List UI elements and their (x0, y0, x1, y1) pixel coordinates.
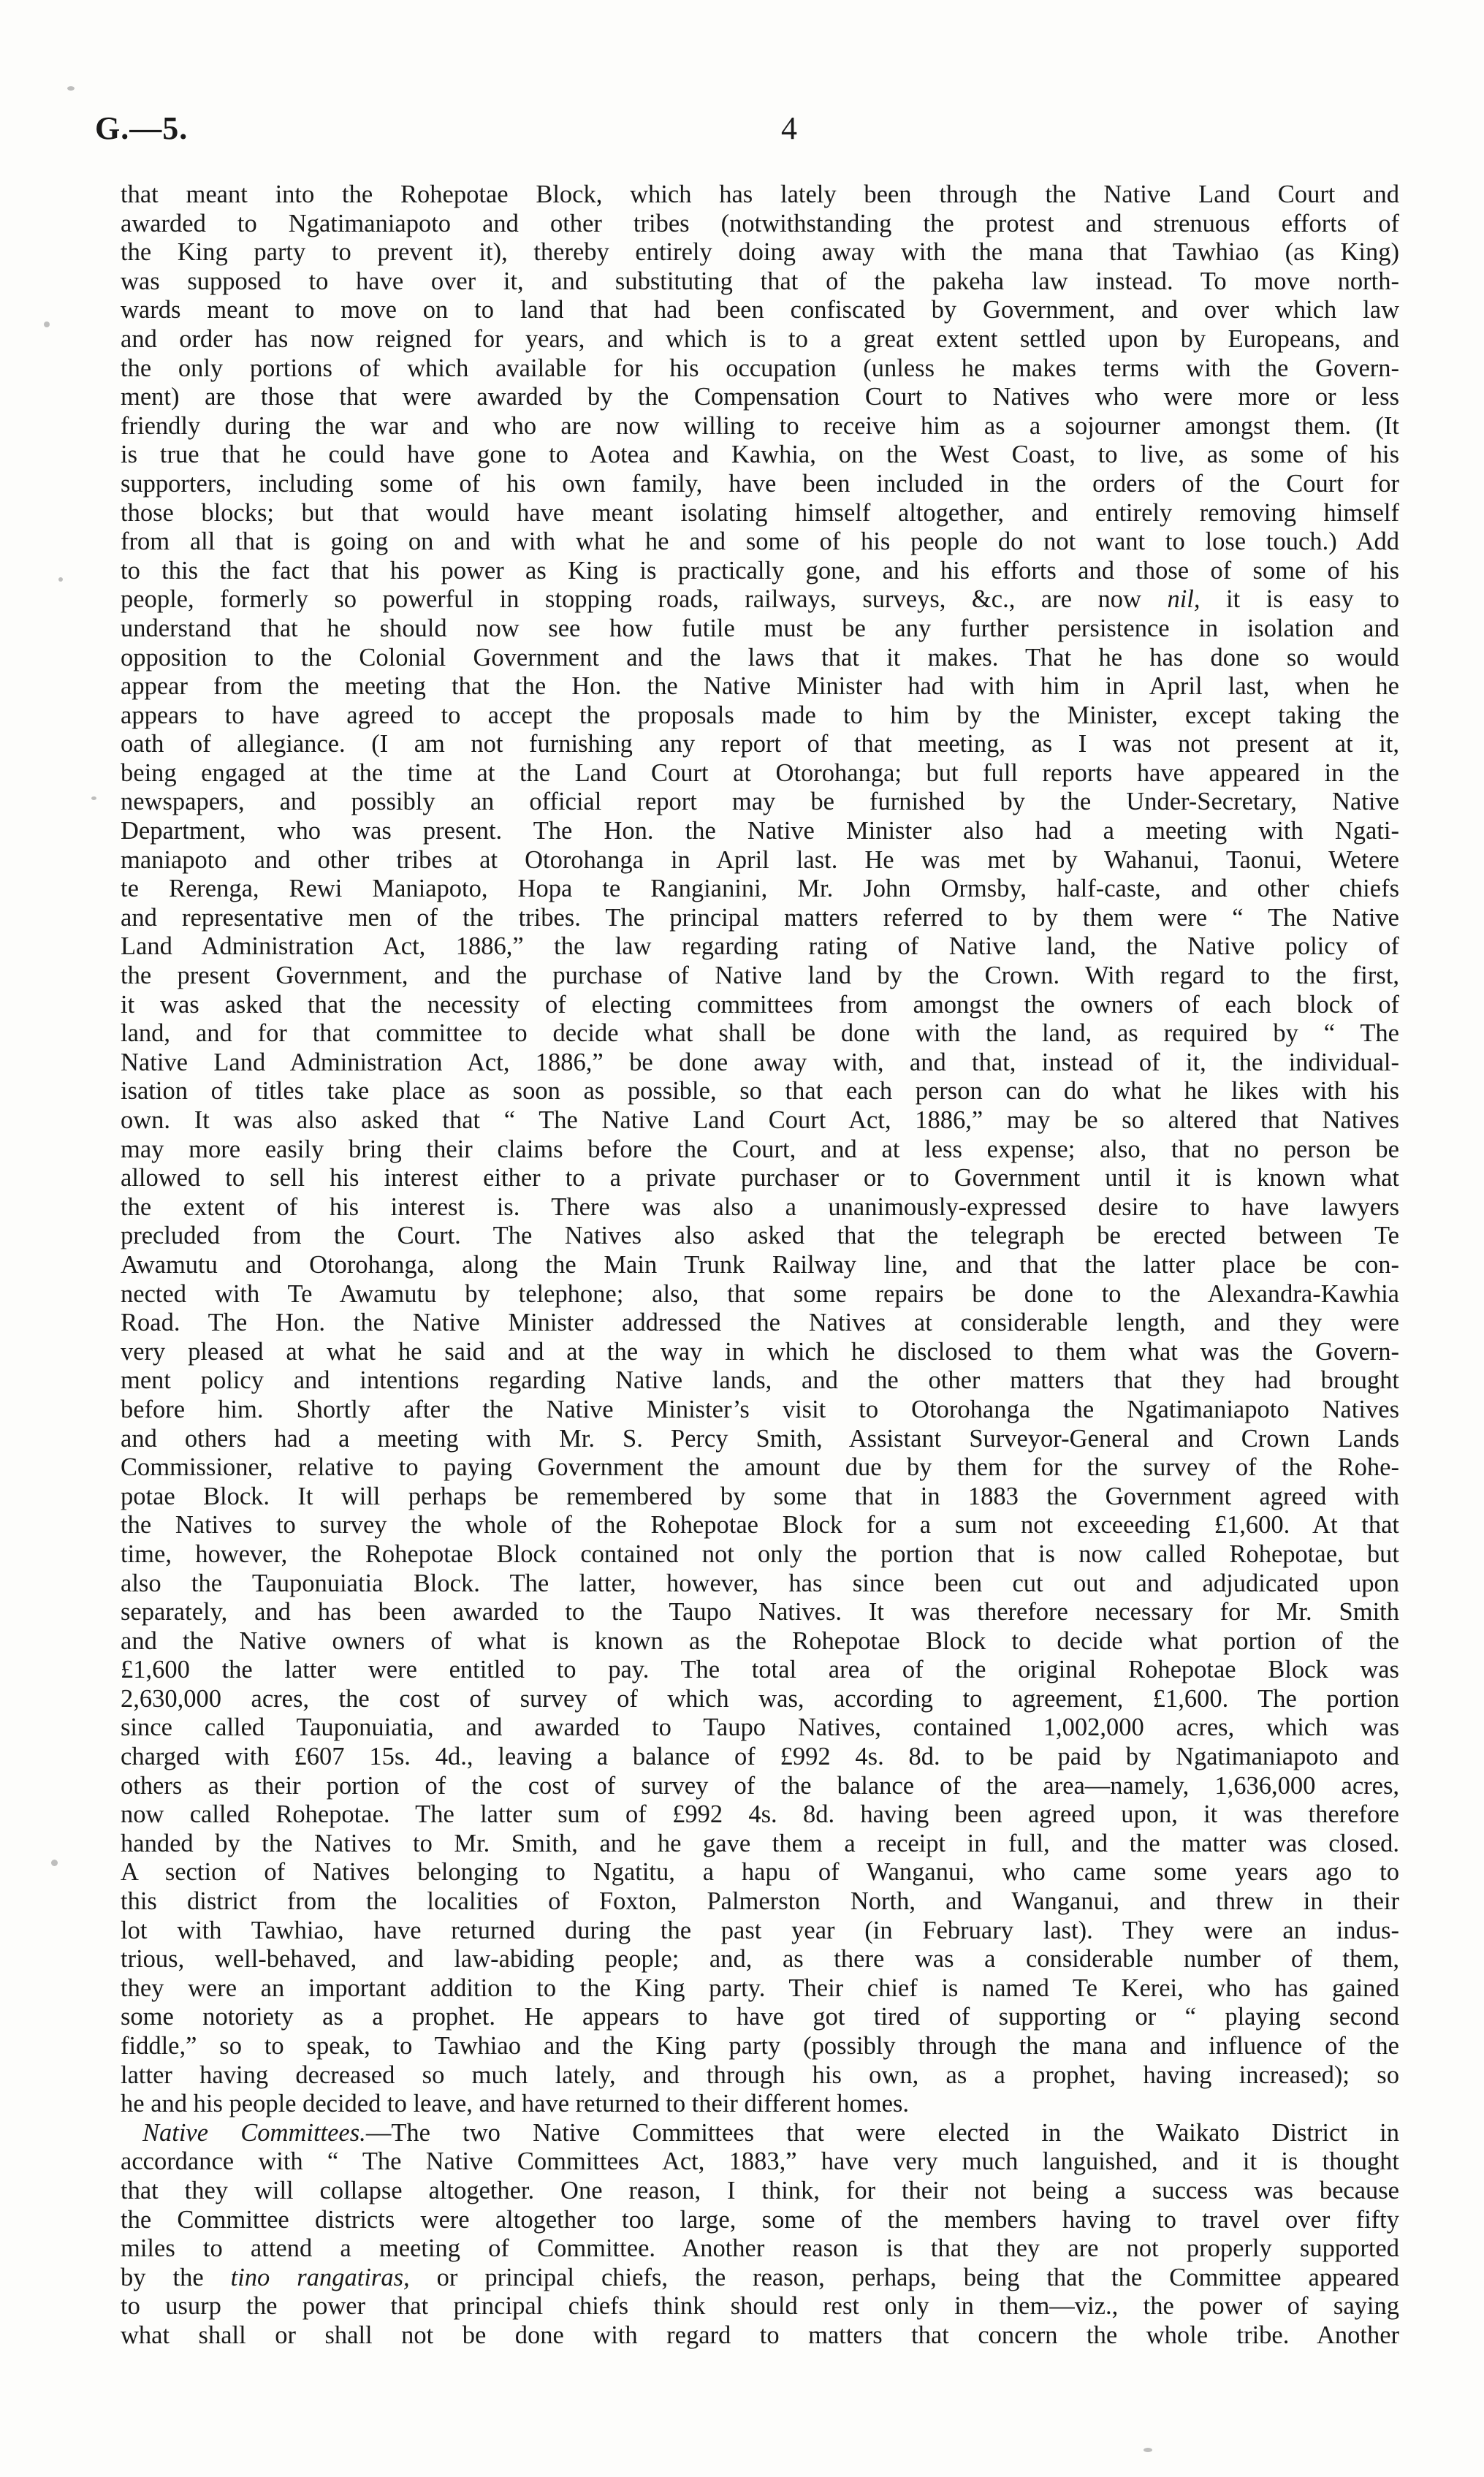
text-line: this district from the localities of Foxton, Palmerston North, and Wanganui, and threw in their (121, 1887, 1399, 1916)
text-line: also the Tauponuiatia Block. The latter, however, has since been cut out and adjudicated upon (121, 1569, 1399, 1597)
text-line: Land Administration Act, 1886,” the law regarding rating of Native land, the Native policy of (121, 932, 1399, 961)
text-line: latter having decreased so much lately, and through his own, as a prophet, having increased); so (121, 2061, 1399, 2089)
paper-speck (67, 86, 75, 91)
text-line: was supposed to have over it, and substituting that of the pakeha law instead. To move north- (121, 267, 1399, 295)
text-line: others as their portion of the cost of survey of the balance of the area—namely, 1,636,000 acres, (121, 1771, 1399, 1800)
document-reference: G.—5. (95, 110, 189, 146)
text-line: Awamutu and Otorohanga, along the Main Trunk Railway line, and that the latter place be con- (121, 1250, 1399, 1279)
text-line: is true that he could have gone to Aotea and Kawhia, on the West Coast, to live, as some of his (121, 441, 1399, 469)
text-line: oath of allegiance. (I am not furnishing any report of that meeting, as I was not present at it, (121, 730, 1399, 758)
text-line: the King party to prevent it), thereby entirely doing away with the mana that Tawhiao (as King) (121, 238, 1399, 267)
text-line: lot with Tawhiao, have returned during the past year (in February last). They were an indus- (121, 1916, 1399, 1944)
text-line: the Natives to survey the whole of the Rohepotae Block for a sum not exceeeding £1,600. At that (121, 1511, 1399, 1540)
text-line: it was asked that the necessity of electing committees from amongst the owners of each block of (121, 990, 1399, 1019)
text-line: they were an important addition to the King party. Their chief is named Te Kerei, who has gained (121, 1974, 1399, 2002)
text-line: ment policy and intentions regarding Native lands, and the other matters that they had brought (121, 1366, 1399, 1395)
text-line: he and his people decided to leave, and have returned to their different homes. (121, 2090, 910, 2118)
text-line: trious, well-behaved, and law-abiding people; and, as there was a considerable number of them, (121, 1945, 1399, 1974)
text-line: potae Block. It will perhaps be remembered by some that in 1883 the Government agreed with (121, 1482, 1399, 1510)
text-line: 2,630,000 acres, the cost of survey of which was, according to agreement, £1,600. The portion (121, 1684, 1399, 1713)
text-line: to this the fact that his power as King is practically gone, and his efforts and those of some of his (121, 556, 1399, 585)
text-line: own. It was also asked that “ The Native Land Court Act, 1886,” may be so altered that Natives (121, 1106, 1399, 1134)
paper-speck (58, 577, 63, 582)
paragraph-committees (121, 2147, 1399, 2263)
text-line: the Committee districts were altogether too large, some of the members having to travel over fifty (121, 2205, 1399, 2234)
text-line: te Rerenga, Rewi Maniapoto, Hopa te Rangianini, Mr. John Ormsby, half-caste, and other chiefs (121, 875, 1399, 903)
text-line: isation of titles take place as soon as possible, so that each person can do what he likes with his (121, 1077, 1399, 1106)
text-line: friendly during the war and who are now willing to receive him as a sojourner amongst them. (It (121, 411, 1399, 440)
paragraph-committees-continued (121, 2292, 1399, 2350)
text-line: what shall or shall not be done with regard to matters that concern the whole tribe. Another (121, 2321, 1399, 2349)
text-line: Road. The Hon. the Native Minister addressed the Natives at considerable length, and they were (121, 1309, 1399, 1337)
section-heading: Native Committees. (142, 2118, 366, 2147)
text-line: since called Tauponuiatia, and awarded to Taupo Natives, contained 1,002,000 acres, which was (121, 1713, 1399, 1742)
text-line: maniapoto and other tribes at Otorohanga in April last. He was met by Wahanui, Taonui, Wetere (121, 845, 1399, 874)
section-heading-line: Native Committees.—The two Native Committees that were elected in the Waikato District in (142, 2118, 1399, 2147)
text-line: may more easily bring their claims before the Court, and at less expense; also, that no person be (121, 1135, 1399, 1163)
text-line: miles to attend a meeting of Committee. Another reason is that they are not properly supported (121, 2234, 1399, 2263)
text-line: by the tino rangatiras, or principal chiefs, the reason, perhaps, being that the Committee appeared (121, 2263, 1399, 2291)
text-line: Department, who was present. The Hon. the Native Minister also had a meeting with Ngati- (121, 817, 1399, 845)
text-line: wards meant to move on to land that had been confiscated by Government, and over which law (121, 296, 1399, 324)
page-number: 4 (781, 110, 797, 146)
text-line: allowed to sell his interest either to a private purchaser or to Government until it is known what (121, 1164, 1399, 1192)
text-line: those blocks; but that would have meant isolating himself altogether, and entirely removing himself (121, 498, 1399, 527)
text-line: the extent of his interest is. There was also a unanimously-expressed desire to have lawyers (121, 1192, 1399, 1221)
text-line: that meant into the Rohepotae Block, which has lately been through the Native Land Court and (121, 180, 1399, 208)
text-line: Commissioner, relative to paying Government the amount due by them for the survey of the Rohe- (121, 1453, 1399, 1482)
text-line: from all that is going on and with what he and some of his people do not want to lose touch.) Add (121, 528, 1399, 556)
text-line: awarded to Ngatimaniapoto and other tribes (notwithstanding the protest and strenuous efforts of (121, 209, 1399, 237)
text-line: Native Land Administration Act, 1886,” be done away with, and that, instead of it, the individual- (121, 1048, 1399, 1076)
text-line: time, however, the Rohepotae Block contained not only the portion that is now called Rohepotae, but (121, 1540, 1399, 1568)
text-line: land, and for that committee to decide what shall be done with the land, as required by “ The (121, 1019, 1399, 1048)
text-line: £1,600 the latter were entitled to pay. The total area of the original Rohepotae Block was (121, 1656, 1399, 1684)
text-line: precluded from the Court. The Natives also asked that the telegraph be erected between Te (121, 1222, 1399, 1250)
text-line: understand that he should now see how futile must be any further persistence in isolation and (121, 614, 1399, 642)
text-line: some notoriety as a prophet. He appears to have got tired of supporting or “ playing second (121, 2003, 1399, 2031)
text-line: now called Rohepotae. The latter sum of £992 4s. 8d. having been agreed upon, it was therefore (121, 1800, 1399, 1829)
italic-word: nil, (1167, 585, 1200, 614)
text-line: charged with £607 15s. 4d., leaving a balance of £992 4s. 8d. to be paid by Ngatimaniapoto and (121, 1743, 1399, 1771)
paragraph-main (121, 180, 1399, 585)
text-line: and representative men of the tribes. The principal matters referred to by them were “ The Native (121, 903, 1399, 932)
body-text (121, 180, 1399, 2351)
text-line: to usurp the power that principal chiefs think should rest only in them—viz., the power of saying (121, 2292, 1399, 2321)
paper-speck (51, 1860, 58, 1866)
text-line: opposition to the Colonial Government and the laws that it makes. That he has done so would (121, 643, 1399, 671)
italic-phrase: tino rangatiras, (230, 2263, 410, 2291)
text-line: and order has now reigned for years, and which is to a great extent settled upon by Europeans, and (121, 324, 1399, 353)
text-line: that they will collapse altogether. One reason, I think, for their not being a success was because (121, 2176, 1399, 2204)
text-line: appears to have agreed to accept the proposals made to him by the Minister, except taking the (121, 701, 1399, 729)
text-line: and the Native owners of what is known as the Rohepotae Block to decide what portion of the (121, 1626, 1399, 1655)
text-line: fiddle,” so to speak, to Tawhiao and the King party (possibly through the mana and influence of the (121, 2032, 1399, 2060)
text-line: handed by the Natives to Mr. Smith, and he gave them a receipt in full, and the matter was closed. (121, 1829, 1399, 1857)
paper-speck (91, 796, 96, 800)
text-line: newspapers, and possibly an official report may be furnished by the Under-Secretary, Native (121, 788, 1399, 816)
text-line: separately, and has been awarded to the Taupo Natives. It was therefore necessary for Mr. Smith (121, 1598, 1399, 1626)
paper-speck (44, 321, 50, 327)
text-line: accordance with “ The Native Committees Act, 1883,” have very much languished, and it is thought (121, 2147, 1399, 2176)
text-line: A section of Natives belonging to Ngatitu, a hapu of Wanganui, who came some years ago to (121, 1858, 1399, 1887)
text-line: supporters, including some of his own family, have been included in the orders of the Court for (121, 469, 1399, 498)
text-line: appear from the meeting that the Hon. the Native Minister had with him in April last, when he (121, 672, 1399, 701)
page-header (95, 110, 1396, 161)
text-line: people, formerly so powerful in stopping roads, railways, surveys, &c., are now nil, it is easy to (121, 585, 1399, 614)
text-line: before him. Shortly after the Native Minister’s visit to Otorohanga the Ngatimaniapoto Natives (121, 1395, 1399, 1423)
text-line: the present Government, and the purchase of Native land by the Crown. With regard to the first, (121, 962, 1399, 990)
text-line: ment) are those that were awarded by the Compensation Court to Natives who were more or less (121, 383, 1399, 411)
text-line: being engaged at the time at the Land Court at Otorohanga; but full reports have appeared in the (121, 758, 1399, 787)
text-line: very pleased at what he said and at the way in which he disclosed to them what was the Govern- (121, 1337, 1399, 1366)
text-line: and others had a meeting with Mr. S. Percy Smith, Assistant Surveyor-General and Crown Lands (121, 1424, 1399, 1453)
text-line: nected with Te Awamutu by telephone; also, that some repairs be done to the Alexandra-Kawhia (121, 1279, 1399, 1308)
paragraph-main-continued (121, 615, 1399, 2119)
paper-speck (1144, 2448, 1152, 2452)
text-line: the only portions of which available for his occupation (unless he makes terms with the Govern- (121, 354, 1399, 382)
